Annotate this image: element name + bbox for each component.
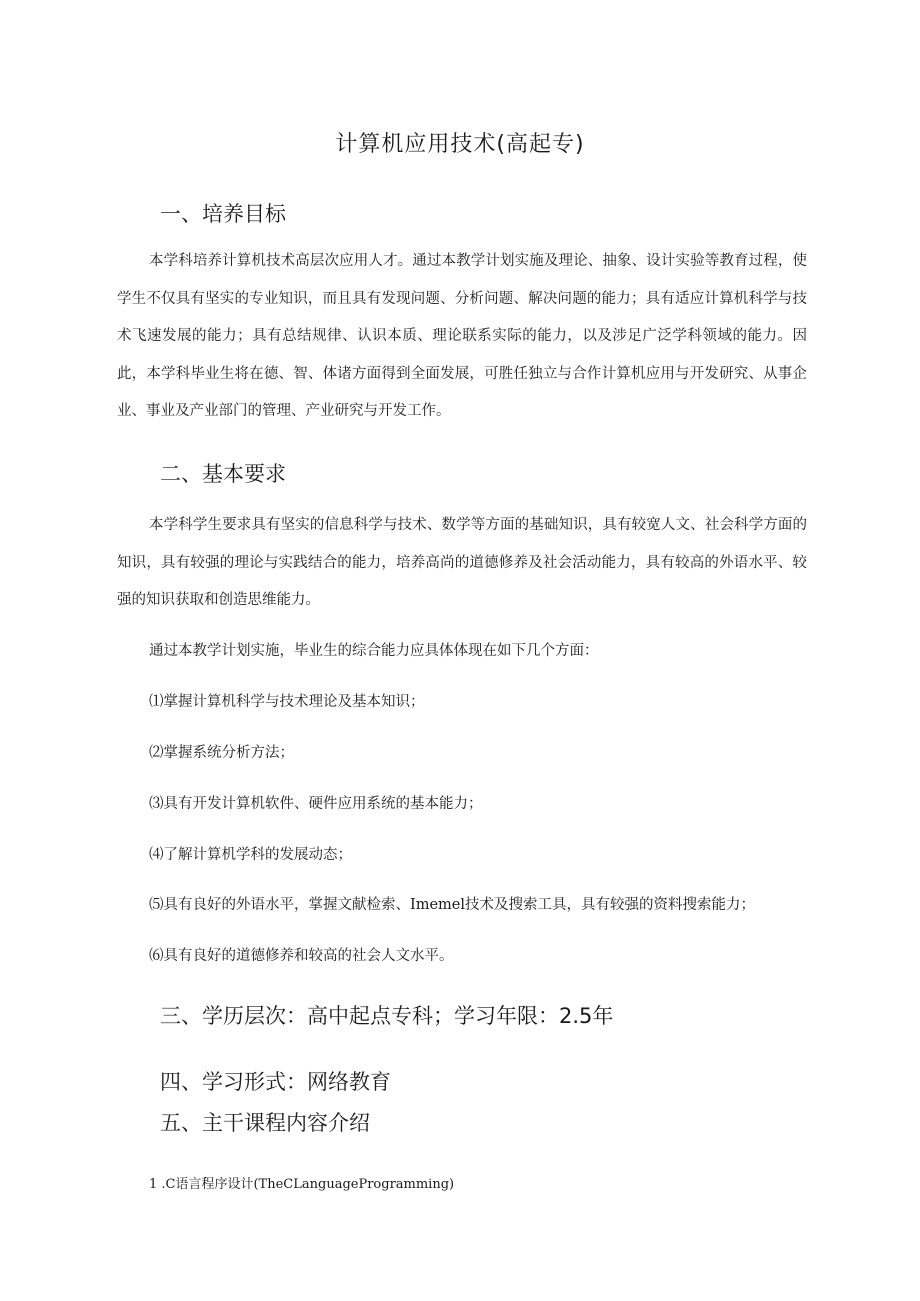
ability-item-5: ⑸具有良好的外语水平，掌握文献检索、Imemel技术及搜索工具，具有较强的资料搜索能力； [149, 897, 756, 913]
section-heading-study-form: 四、学习形式：网络教育 [160, 1070, 391, 1094]
section-heading-training-goals: 一、培养目标 [160, 202, 286, 226]
ability-item-4: ⑷了解计算机学科的发展动态； [149, 847, 352, 863]
abilities-intro: 通过本教学计划实施，毕业生的综合能力应具体体现在如下几个方面： [149, 643, 599, 659]
ability-item-1: ⑴掌握计算机科学与技术理论及基本知识； [149, 694, 425, 710]
section-heading-main-courses: 五、主干课程内容介绍 [160, 1111, 370, 1135]
ability-item-3: ⑶具有开发计算机软件、硬件应用系统的基本能力； [149, 796, 483, 812]
section-heading-basic-requirements: 二、基本要求 [160, 462, 286, 486]
basic-requirements-paragraph: 本学科学生要求具有坚实的信息科学与技术、数学等方面的基础知识，具有较宽人文、社会科学方面的知识，具有较强的理论与实践结合的能力，培养高尚的道德修养及社会活动能力，具有较高的外语水平、较强的知识获取和创造思维能力。 [117, 517, 807, 608]
section-heading-education-level: 三、学历层次：高中起点专科；学习年限：2.5年 [160, 1004, 614, 1028]
ability-item-6: ⑹具有良好的道德修养和较高的社会人文水平。 [149, 948, 454, 964]
course-item-1: 1 .C语言程序设计(TheCLanguageProgramming) [149, 1177, 455, 1192]
training-goals-paragraph: 本学科培养计算机技术高层次应用人才。通过本教学计划实施及理论、抽象、设计实验等教育过程，使学生不仅具有坚实的专业知识，而且具有发现问题、分析问题、解决问题的能力；具有适应计算机科学与技术飞速发展的能力；具有总结规律、认识本质、理论联系实际的能力，以及涉足广泛学科领域的能力。因此，本学科毕业生将在德、智、体诸方面得到全面发展，可胜任独立与合作计算机应用与开发研究、从事企业、事业及产业部门的管理、产业研究与开发工作。 [117, 253, 807, 419]
document-title: 计算机应用技术(高起专) [335, 132, 585, 157]
ability-item-2: ⑵掌握系统分析方法； [149, 745, 294, 761]
